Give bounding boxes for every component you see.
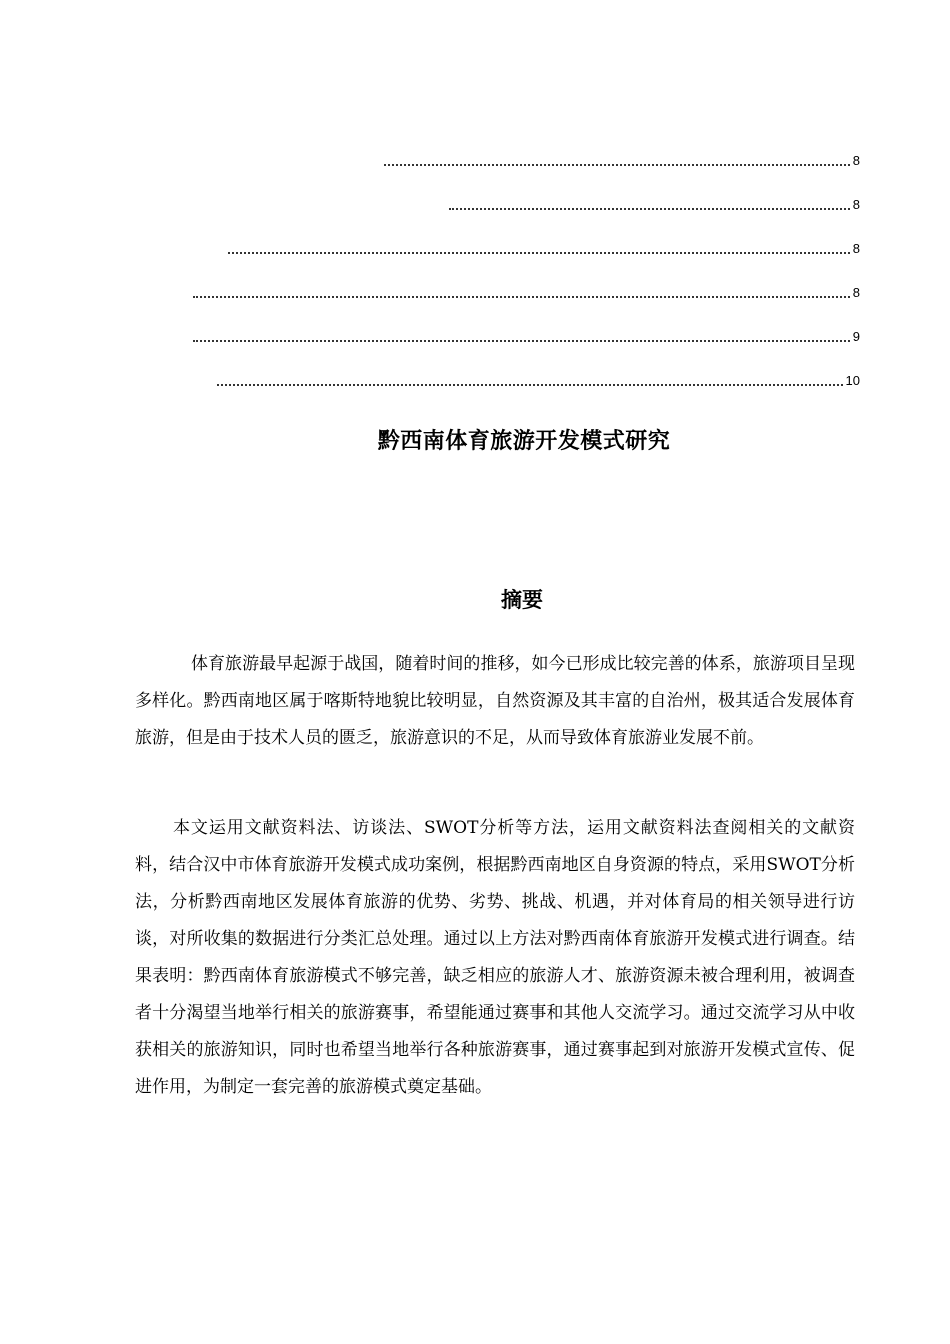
- toc-page-number: 8: [852, 285, 860, 300]
- toc-leader-dots: [193, 330, 850, 342]
- toc-entry[interactable]: [193, 328, 860, 346]
- toc-entry[interactable]: [217, 372, 860, 390]
- toc-leader-dots: [228, 242, 850, 254]
- abstract-heading: 摘要: [501, 588, 543, 612]
- toc-page-number: 9: [852, 329, 860, 344]
- toc-entry[interactable]: [384, 152, 860, 170]
- toc-entry[interactable]: [228, 240, 860, 258]
- toc-leader-dots: [193, 286, 850, 298]
- toc-leader-dots: [449, 198, 850, 210]
- abstract-paragraph: 体育旅游最早起源于战国，随着时间的推移，如今已形成比较完善的体系，旅游项目呈现多样化。黔西南地区属于喀斯特地貌比较明显，自然资源及其丰富的自治州，极其适合发展体育旅游，但是由于技术人员的匮乏，旅游意识的不足，从而导致体育旅游业发展不前。: [135, 654, 855, 748]
- toc-page-number: 8: [852, 197, 860, 212]
- toc-leader-dots: [384, 154, 850, 166]
- toc-leader-dots: [217, 374, 843, 386]
- abstract-paragraph: 本文运用文献资料法、访谈法、SWOT分析等方法，运用文献资料法查阅相关的文献资料，结合汉中市体育旅游开发模式成功案例，根据黔西南地区自身资源的特点，采用SWOT分析法，分析黔西南地区发展体育旅游的优势、劣势、挑战、机遇，并对体育局的相关领导进行访谈，对所收集的数据进行分类汇总处理。通过以上方法对黔西南体育旅游开发模式进行调查。结果表明：黔西南体育旅游模式不够完善，缺乏相应的旅游人才、旅游资源未被合理利用，被调查者十分渴望当地举行相关的旅游赛事，希望能通过赛事和其他人交流学习。通过交流学习从中收获相关的旅游知识，同时也希望当地举行各种旅游赛事，通过赛事起到对旅游开发模式宣传、促进作用，为制定一套完善的旅游模式奠定基础。: [135, 818, 855, 1097]
- toc-page-number: 10: [845, 373, 860, 388]
- toc-entry[interactable]: [193, 284, 860, 302]
- toc-entry[interactable]: [449, 196, 860, 214]
- toc-page-number: 8: [852, 241, 860, 256]
- document-title: 黔西南体育旅游开发模式研究: [377, 429, 671, 454]
- toc-page-number: 8: [852, 153, 860, 168]
